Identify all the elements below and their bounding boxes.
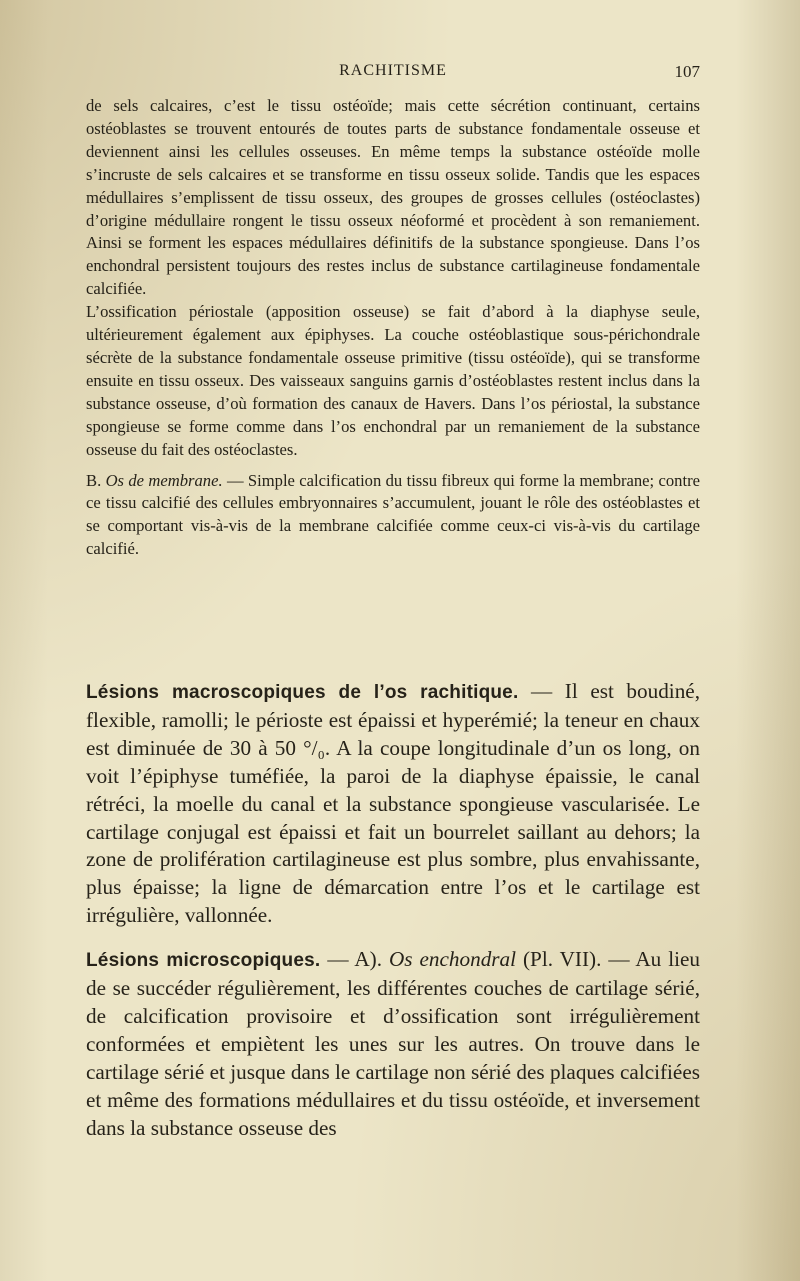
page-header: [86, 60, 700, 86]
running-title: RACHITISME: [339, 62, 447, 79]
paragraph: de sels calcaires, c’est le tissu ostéoïde; mais cette sécrétion continuant, certains ostéoblastes se trouvent entourés de toutes parts de substance fondamentale osseuse et deviennent ainsi les cellules osseuses. En même temps la substance ostéoïde molle s’incruste de sels calcaires et se transforme en tissu osseux solide. Tandis que les espaces médullaires s’emplissent de tissu osseux, des groupes de grosses cellules (ostéoclastes) d’origine médullaire rongent le tissu osseux néoformé et procèdent à son remaniement. Ainsi se forment les espaces médullaires définitifs de la substance spongieuse. Dans l’os enchondral persistent toujours des restes inclus de substance cartilagineuse fondamentale calcifiée.: [86, 96, 700, 299]
macroscopic-lesions-paragraph: [86, 678, 700, 930]
body-text-large: [86, 678, 700, 1143]
body-text-small: [86, 95, 700, 561]
microscopic-subtitle: Os enchondral: [388, 947, 517, 972]
microscopic-lesions-paragraph: [86, 946, 700, 1142]
section-b-text: — Simple calcification du tissu fibreux qui forme la membrane; contre ce tissu calcifié des cellules embryonnaires s’accumulent, jouant le rôle des ostéoblastes et se comportant vis-à-vis de la membrane calcifiée comme ceux-ci vis-à-vis du cartilage calcifié.: [86, 470, 700, 559]
microscopic-heading: Lésions microscopiques.: [86, 950, 321, 972]
microscopic-lead: — A).: [320, 947, 389, 972]
section-b-title: Os de membrane.: [105, 470, 223, 490]
section-b-label: B.: [86, 470, 102, 490]
macroscopic-heading: Lésions macroscopiques de l’os rachitique.: [86, 682, 519, 703]
paragraph: L’ossification périostale (apposition osseuse) se fait d’abord à la diaphyse seule, ultérieurement également aux épiphyses. La couche ostéoblastique sous-périchondrale sécrète de la substance fondamentale osseuse primitive (tissu ostéoïde), qui se transforme ensuite en tissu osseux. Des vaisseaux sanguins garnis d’ostéoblastes restent inclus dans la substance osseuse, d’où formation des canaux de Havers. Dans l’os périostal, la substance spongieuse se forme comme dans l’os enchondral par un remaniement de la substance osseuse du fait des ostéoclastes.: [86, 302, 700, 459]
macroscopic-text: — Il est boudiné, flexible, ramolli; le périoste est épaissi et hyperémié; la teneur en chaux est diminuée de 30 à 50 °/₀. A la coupe longitudinale d’un os long, on voit l’épiphyse tuméfiée, la paroi de la diaphyse épaissie, le canal rétréci, la moelle du canal et la substance spongieuse vascularisée. Le cartilage conjugal est épaissi et fait un bourrelet saillant au dehors; la zone de prolifération cartilagineuse est plus sombre, plus envahissante, plus épaisse; la ligne de démarcation entre l’os et le cartilage est irrégulière, vallonnée.: [86, 679, 700, 928]
page-number: 107: [674, 62, 700, 81]
plate-reference: (Pl. VII).: [516, 947, 602, 972]
section-b-paragraph: [86, 470, 700, 562]
microscopic-text: — Au lieu de se succéder régulièrement, les différentes couches de cartilage sérié, de calcification provisoire et d’ossification sont irrégulièrement conformées et empiètent les unes sur les autres. On trouve dans le cartilage sérié et jusque dans le cartilage non sérié des plaques calcifiées et même des formations médullaires et du tissu ostéoïde, et inversement dans la substance osseuse des: [86, 947, 701, 1140]
